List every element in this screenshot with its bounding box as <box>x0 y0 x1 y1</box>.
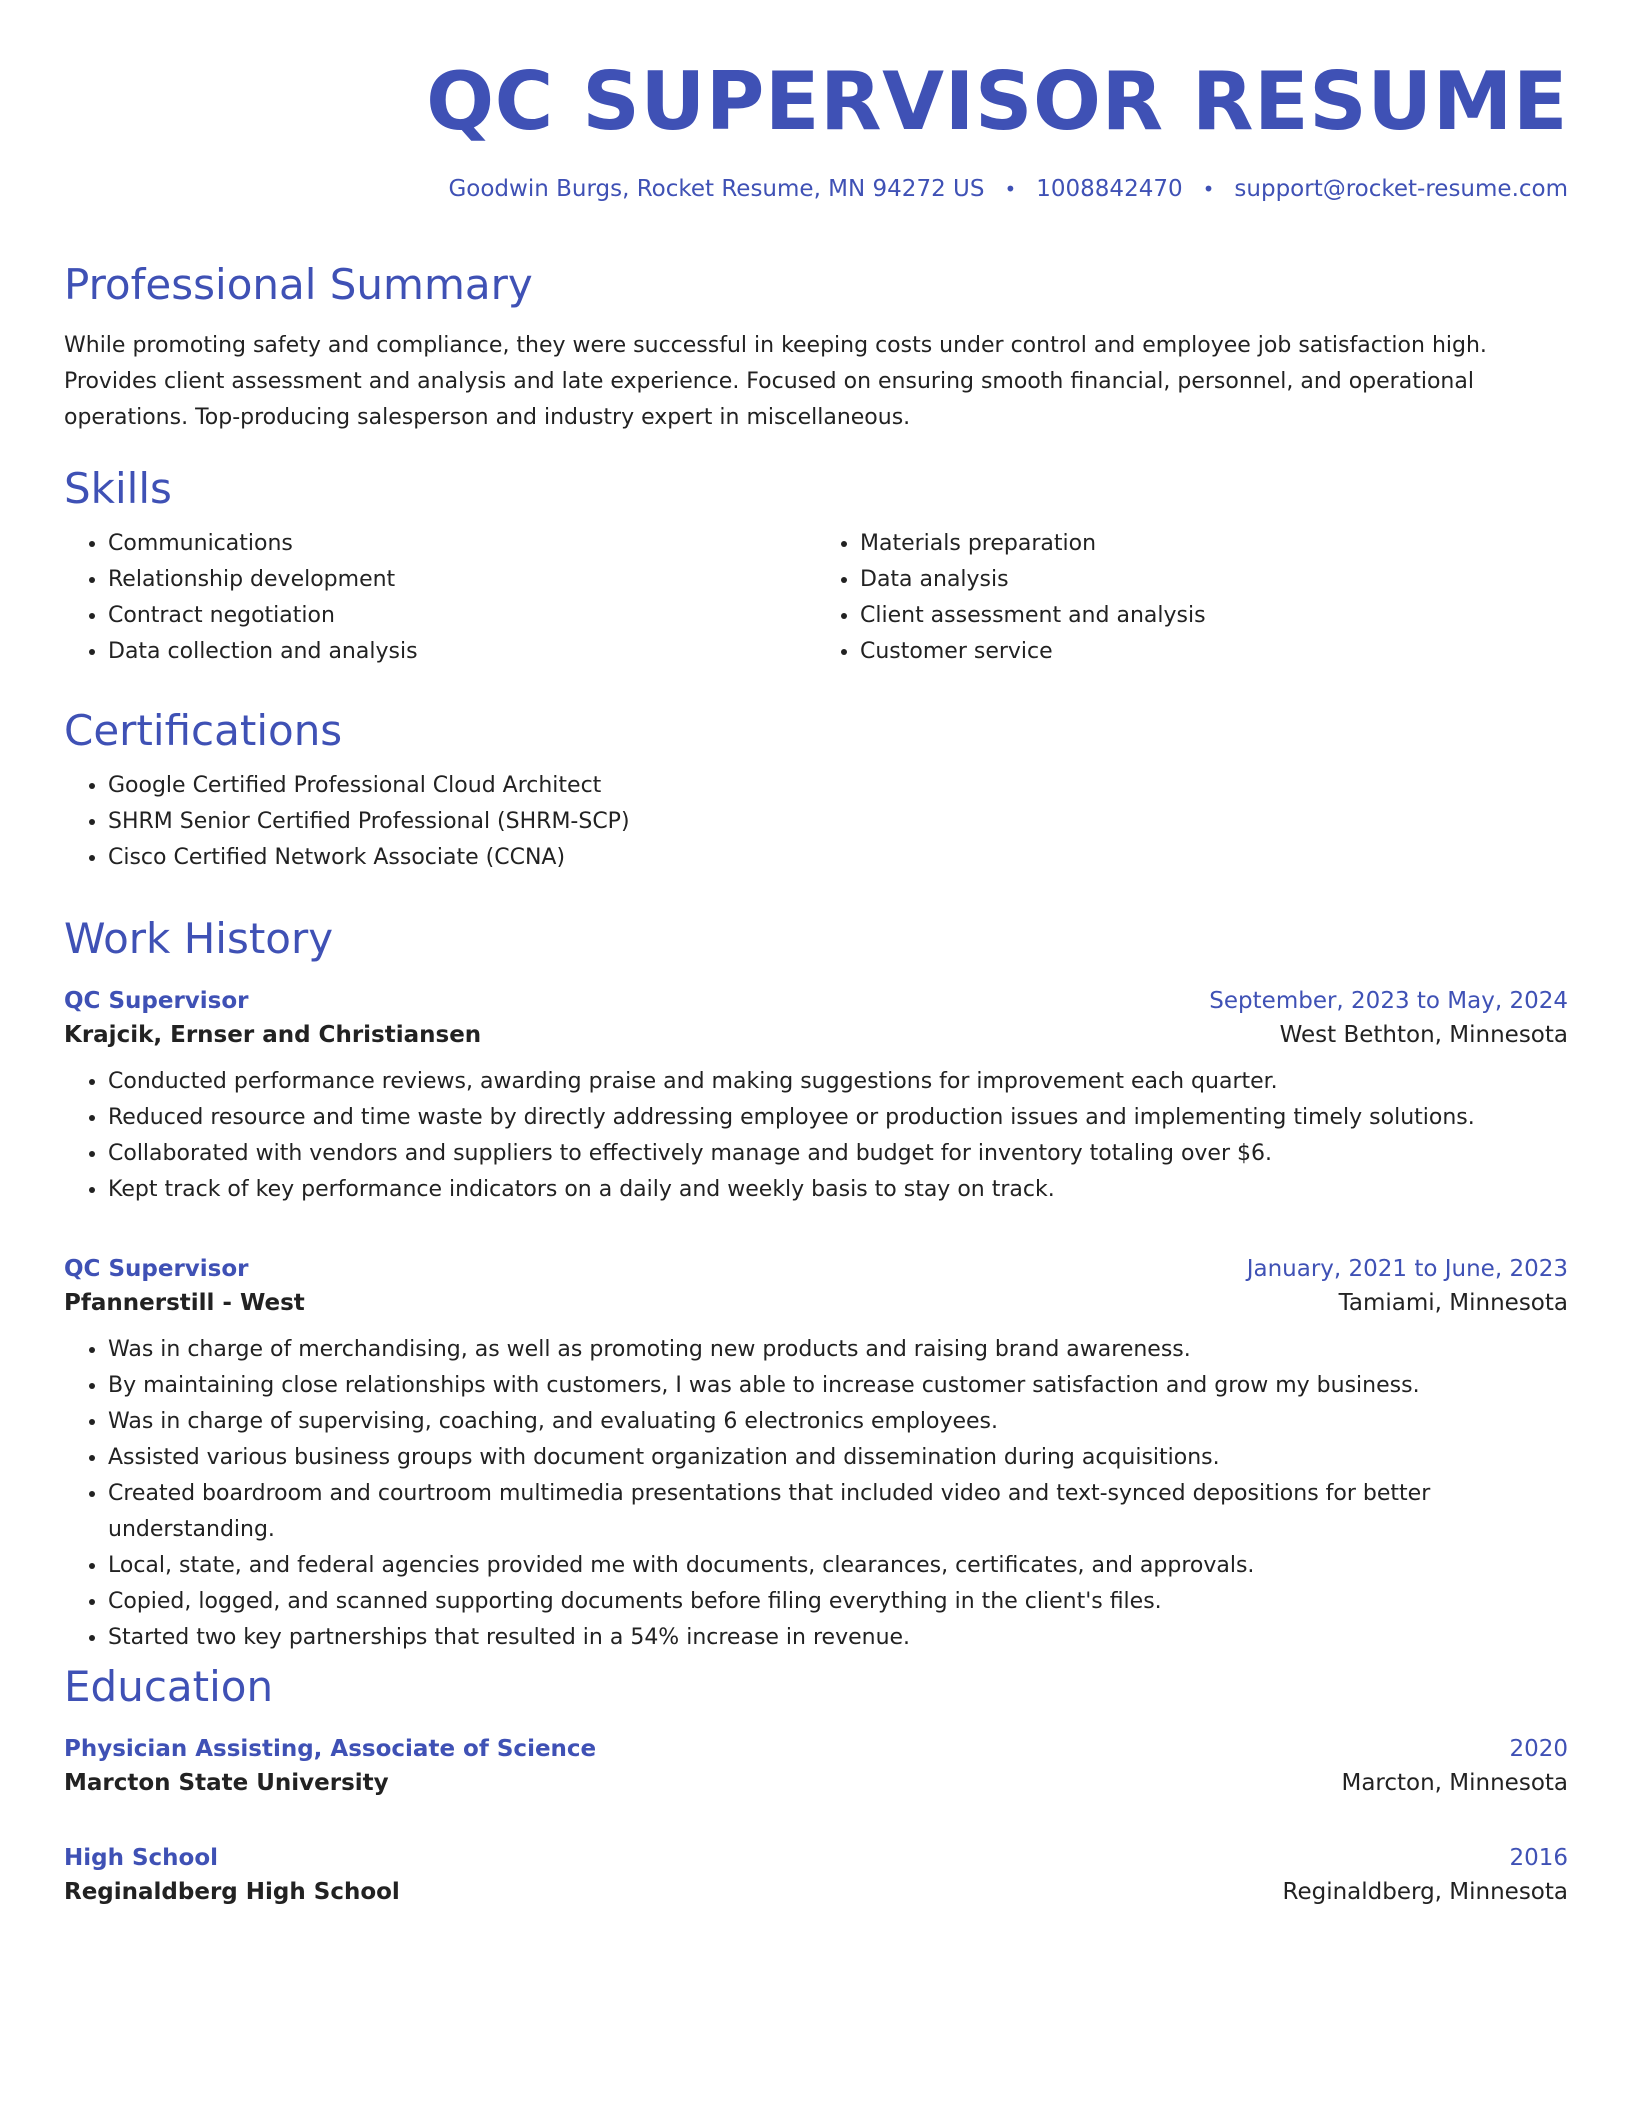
education-entry <box>64 1736 1568 1796</box>
certification-item: • SHRM Senior Certified Professional (SHRM-SCP) <box>108 804 1568 840</box>
education-school-row <box>64 1879 1568 1905</box>
work-history-section <box>64 916 1568 962</box>
contact-separator: • <box>1202 177 1215 201</box>
contact-line <box>64 176 1568 202</box>
education-degree-row <box>64 1845 1568 1871</box>
resume-title: QC SUPERVISOR RESUME <box>426 55 1568 148</box>
education-school: Reginaldberg High School <box>64 1879 400 1905</box>
job-role: QC Supervisor <box>64 988 249 1014</box>
job-bullet: • By maintaining close relationships with customers, I was able to increase customer satisfaction and grow my business. <box>108 1368 1568 1404</box>
skill-item: • Materials preparation <box>860 526 1568 562</box>
job-entry <box>64 1256 1568 1656</box>
education-school: Marcton State University <box>64 1770 389 1796</box>
job-bullets <box>64 1332 1568 1656</box>
education-school-row <box>64 1770 1568 1796</box>
job-bullet: • Local, state, and federal agencies provided me with documents, clearances, certificates, and approvals. <box>108 1548 1568 1584</box>
skill-item: • Customer service <box>860 634 1568 670</box>
certification-item: • Cisco Certified Network Associate (CCNA) <box>108 840 1568 876</box>
job-dates: January, 2021 to June, 2023 <box>1246 1256 1568 1282</box>
job-bullet: • Started two key partnerships that resulted in a 54% increase in revenue. <box>108 1620 1568 1656</box>
job-entry <box>64 988 1568 1208</box>
skill-item: • Data analysis <box>860 562 1568 598</box>
job-bullet: • Was in charge of merchandising, as well as promoting new products and raising brand awareness. <box>108 1332 1568 1368</box>
education-location: Marcton, Minnesota <box>1341 1770 1568 1796</box>
certifications-heading: Certifications <box>64 706 343 755</box>
job-bullet: • Reduced resource and time waste by directly addressing employee or production issues and implementing timely solutions. <box>108 1100 1568 1136</box>
education-degree-row <box>64 1736 1568 1762</box>
skills-list-right <box>816 526 1568 670</box>
skill-item: • Communications <box>108 526 816 562</box>
job-location: Tamiami, Minnesota <box>1338 1290 1568 1316</box>
job-bullet: • Created boardroom and courtroom multimedia presentations that included video and text-synced depositions for better understanding. <box>108 1476 1568 1548</box>
skill-item: • Contract negotiation <box>108 598 816 634</box>
job-bullet: • Was in charge of supervising, coaching, and evaluating 6 electronics employees. <box>108 1404 1568 1440</box>
skills-section <box>64 466 1568 670</box>
skills-heading: Skills <box>64 464 172 513</box>
job-role: QC Supervisor <box>64 1256 249 1282</box>
certifications-section <box>64 708 1568 876</box>
skill-item: • Relationship development <box>108 562 816 598</box>
summary-section <box>64 262 1568 436</box>
contact-separator: • <box>1004 177 1017 201</box>
education-year: 2020 <box>1509 1736 1568 1762</box>
education-entry <box>64 1845 1568 1905</box>
summary-text: While promoting safety and compliance, they were successful in keeping costs under control and employee job satisfaction high. Provides client assessment and analysis and late experience. Focused on ensuring smooth financial, personnel, and operational operations. Top-producing salesperson and industry expert in miscellaneous. <box>64 333 1487 431</box>
job-company: Pfannerstill - West <box>64 1290 305 1316</box>
certification-item: • Google Certified Professional Cloud Architect <box>108 768 1568 804</box>
job-company: Krajcik, Ernser and Christiansen <box>64 1022 482 1048</box>
job-dates: September, 2023 to May, 2024 <box>1209 988 1568 1014</box>
skills-grid <box>64 526 1568 670</box>
education-heading: Education <box>64 1662 274 1711</box>
contact-phone: 1008842470 <box>1036 176 1183 202</box>
education-section <box>64 1664 1568 1710</box>
education-degree: High School <box>64 1845 219 1871</box>
summary-heading: Professional Summary <box>64 260 533 309</box>
job-bullet: • Copied, logged, and scanned supporting documents before filing everything in the client's files. <box>108 1584 1568 1620</box>
job-bullet: • Conducted performance reviews, awarding praise and making suggestions for improvement each quarter. <box>108 1064 1568 1100</box>
job-bullet: • Collaborated with vendors and suppliers to effectively manage and budget for inventory totaling over $6. <box>108 1136 1568 1172</box>
job-bullet: • Assisted various business groups with document organization and dissemination during acquisitions. <box>108 1440 1568 1476</box>
job-company-row <box>64 1022 1568 1048</box>
job-bullets <box>64 1064 1568 1208</box>
work-history-heading: Work History <box>64 914 334 963</box>
certifications-list <box>64 768 1568 876</box>
job-company-row <box>64 1290 1568 1316</box>
job-bullet: • Kept track of key performance indicators on a daily and weekly basis to stay on track. <box>108 1172 1568 1208</box>
education-degree: Physician Assisting, Associate of Science <box>64 1736 597 1762</box>
skill-item: • Data collection and analysis <box>108 634 816 670</box>
contact-email[interactable]: support@rocket-resume.com <box>1234 176 1568 202</box>
job-location: West Bethton, Minnesota <box>1279 1022 1568 1048</box>
education-year: 2016 <box>1509 1845 1568 1871</box>
skill-item: • Client assessment and analysis <box>860 598 1568 634</box>
job-title-row <box>64 1256 1568 1282</box>
contact-address: Goodwin Burgs, Rocket Resume, MN 94272 US <box>448 176 985 202</box>
skills-list-left <box>64 526 816 670</box>
job-title-row <box>64 988 1568 1014</box>
education-location: Reginaldberg, Minnesota <box>1282 1879 1568 1905</box>
